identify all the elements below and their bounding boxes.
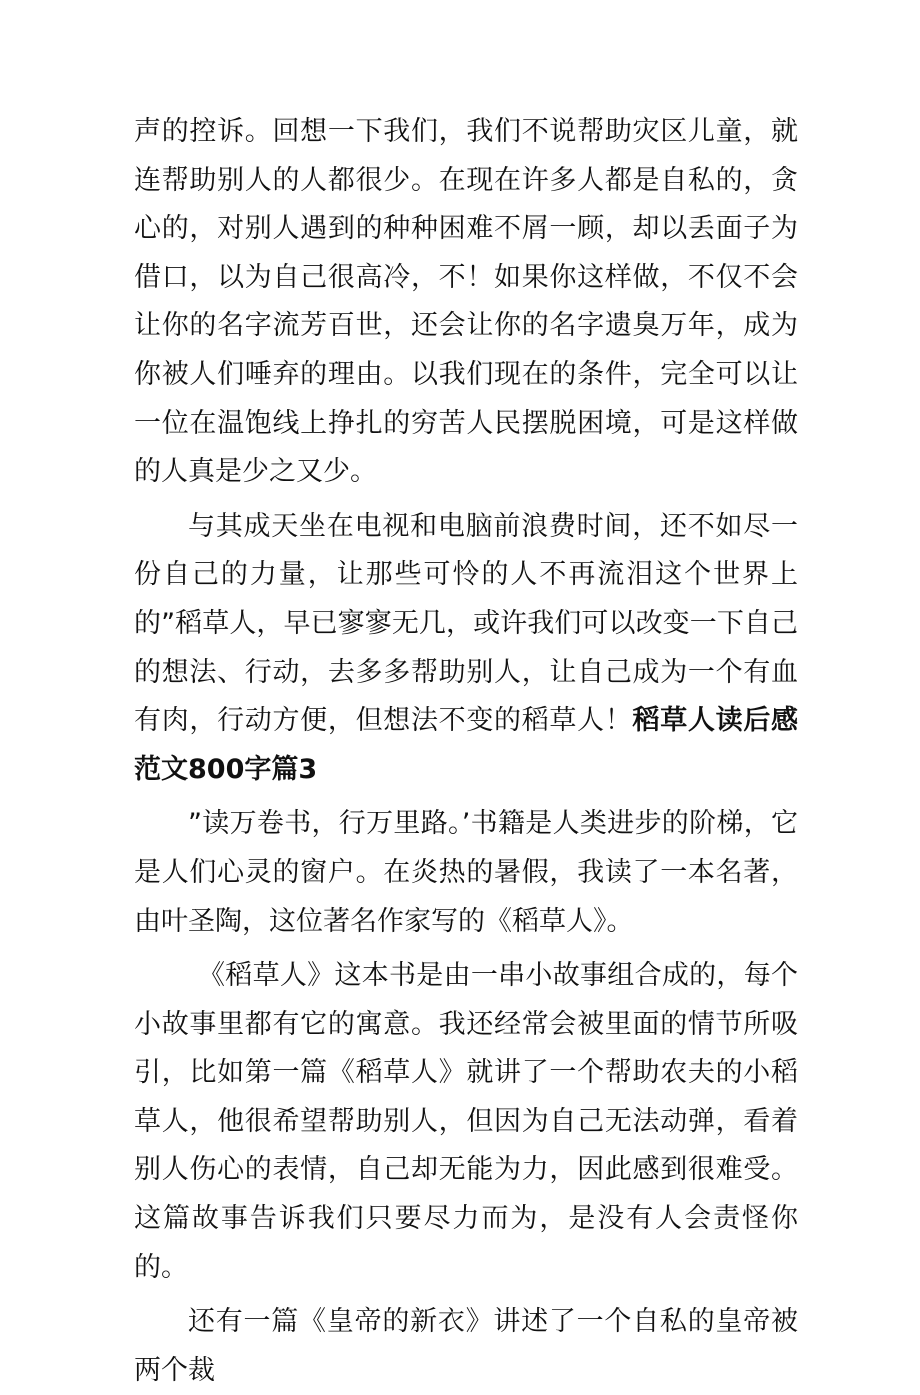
paragraph-1: 声的控诉。回想一下我们，我们不说帮助灾区儿童，就连帮助别人的人都很少。在现在许多人都是自私的，贪心的，对别人遇到的种种困难不屑一顾，却以丢面子为借口，以为自己很高冷，不！如果你这样做，不仅不会让你的名字流芳百世，还会让你的名字遗臭万年，成为你被人们唾弃的理由。以我们现在的条件，完全可以让一位在温饱线上挣扎的穷苦人民摆脱困境，可是这样做的人真是少之又少。 <box>134 116 798 488</box>
paragraph-3: ”读万卷书，行万里路。’书籍是人类进步的阶梯，它是人们心灵的窗户。在炎热的暑假，我读了一本名著，由叶圣陶，这位著名作家写的《稻草人》。 <box>134 808 798 937</box>
document-body <box>134 108 798 1395</box>
paragraph-2 <box>134 503 798 795</box>
paragraph-4: 《稻草人》这本书是由一串小故事组合成的，每个小故事里都有它的寓意。我还经常会被里面的情节所吸引，比如第一篇《稻草人》就讲了一个帮助农夫的小稻草人，他很希望帮助别人，但因为自己无法动弹，看着别人伤心的表情，自己却无能为力，因此感到很难受。这篇故事告诉我们只要尽力而为，是没有人会责怪你的。 <box>134 960 798 1283</box>
paragraph-5: 还有一篇《皇帝的新衣》讲述了一个自私的皇帝被两个裁 <box>134 1306 798 1386</box>
section-heading: 稻草人读后感范文800字篇3 <box>134 705 799 785</box>
paragraph-2-text: 与其成天坐在电视和电脑前浪费时间，还不如尽一份自己的力量，让那些可怜的人不再流泪这个世界上的”稻草人，早已寥寥无几，或许我们可以改变一下自己的想法、行动，去多多帮助别人，让自己成为一个有血有肉，行动方便，但想法不变的稻草人！ <box>134 510 798 737</box>
